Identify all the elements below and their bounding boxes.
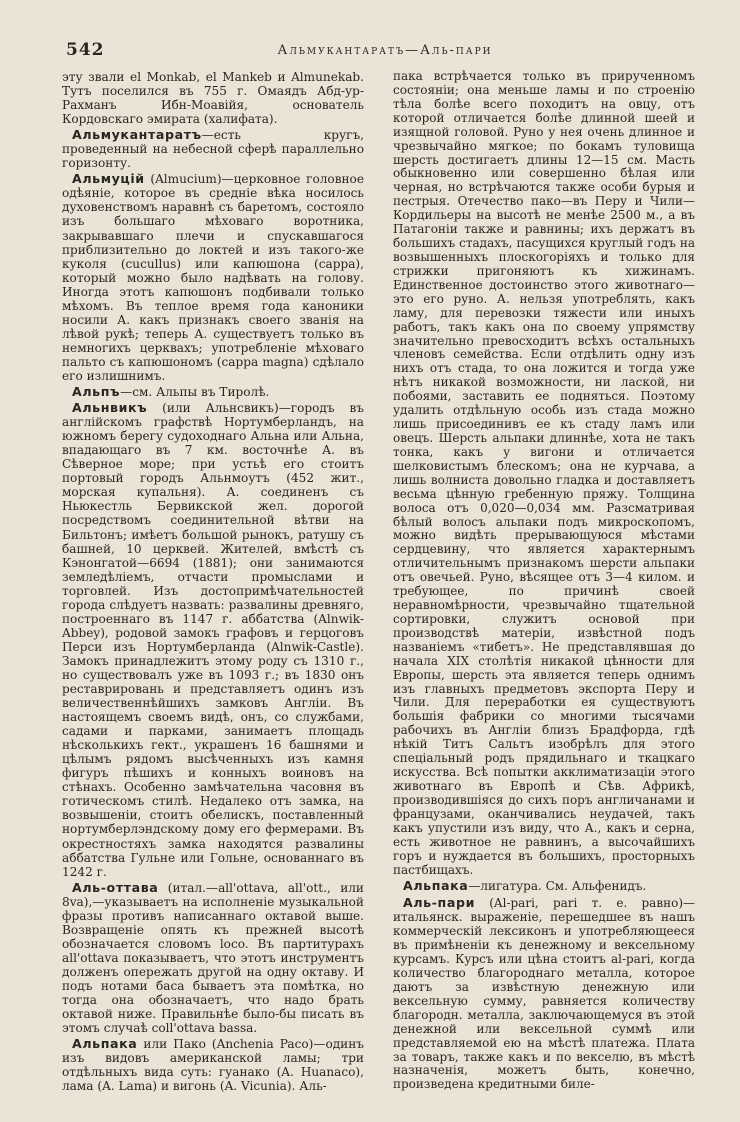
article-text: —см. Альпы въ Тиролѣ.	[120, 385, 270, 400]
headword: Альмуцій	[72, 171, 145, 187]
headword: Альпака	[403, 878, 469, 894]
page-header	[66, 40, 704, 62]
article-entry	[62, 385, 364, 399]
article-text: или Пако (Anchenia Paco)—одинъ изъ видовъ американской ламы; три отдѣльныхъ вида суть: гуанако (A. Huanaco), лама (A. Lama) и вигонь (A. Vicunia). Аль-	[62, 1037, 364, 1094]
article-continuation	[62, 70, 364, 126]
running-title: Альмукантаратъ—Аль-пари	[277, 43, 493, 58]
article-text: эту звали el Monkab, el Mankeb и Almunekab. Тутъ поселился въ 755 г. Омаядъ Абд-ур-Рахманъ Ибн-Моавійя, основатель Кордовскаго эмирата (халифата).	[62, 70, 364, 127]
page-number: 542	[66, 40, 105, 60]
article-text: (Almucium)—церковное головное одѣяніе, которое въ средніе вѣка носилось духовенствомъ наравнѣ съ баретомъ, состояло изъ большаго мѣховаго воротника, закрывавшаго плечи и спускавшагося приблизительно до локтей и изъ такого-же куколя (cucullus) или капюшона (cappa), который можно было надѣвать на голову. Иногда этотъ капюшонъ подбивали только мѣхомъ. Въ теплое время года каноники носили А. какъ признакъ своего званія на лѣвой рукѣ; теперь А. существуетъ только въ немногихъ церквахъ; употребленіе мѣховаго пальто съ капюшономъ (cappa magna) сдѣлало его излишнимъ.	[62, 172, 364, 383]
headword: Альмукантаратъ	[72, 127, 202, 143]
headword: Альпъ	[72, 384, 121, 400]
article-entry	[62, 128, 364, 170]
article-entry	[393, 879, 695, 894]
article-continuation	[393, 70, 695, 877]
article-text: —лигатура. См. Альфенидъ.	[468, 879, 647, 894]
article-entry	[62, 1037, 364, 1093]
article-text: пака встрѣчается только въ прирученномъ состояніи; она меньше ламы и по строенію тѣла болѣе всего походитъ на овцу, отъ которой отличается болѣе длинной шеей и изящной головой. Руно у нея очень длинное и чрезвычайно мягкое; по бокамъ туловища шерсть достигаетъ длины 12—15 см. Масть обыкновенно или совершенно бѣлая или черная, но встрѣчаются также особи бурыя и пестрыя. Отечество пако—въ Перу и Чили—Кордильеры на высотѣ не менѣе 2500 м., а въ Патагоніи также и равнины; ихъ держатъ въ большихъ стадахъ, пасущихся круглый годъ на возвышенныхъ плоскогоріяхъ и только для стрижки пригоняютъ къ хижинамъ. Единственное достоинство этого животнаго—это его руно. А. нельзя употреблять, какъ ламу, для перевозки тяжести или иныхъ работъ, такъ какъ она по своему упрямству значительно превосходитъ всѣхъ остальныхъ членовъ семейства. Если отдѣлить одну изъ нихъ отъ стада, то она ложится и тогда уже нѣтъ никакой возможности, ни лаской, ни побоями, заставить ее подняться. Поэтому удалить отдѣльную особь изъ стада можно лишь присоединивъ ее къ стаду ламъ или овецъ. Шерсть альпаки длиннѣе, хота не такъ тонка, какъ у вигони и отличается шелковистымъ блескомъ; она не курчава, а лишь волниста довольно гладка и доставляетъ весьма цѣнную гребенную пряжу. Толщина волоса отъ 0,020—0,034 мм. Разсматривая бѣлый волосъ альпаки подъ микроскопомъ, можно видѣть прерывающуюся мѣстами сердцевину, что является характернымъ отличительнымъ признакомъ шерсти альпаки отъ овечьей. Руно, вѣсящее отъ 3—4 килом. и требующее, по причинѣ своей неравномѣрности, чрезвычайно тщательной сортировки, служитъ основой при производствѣ матеріи, извѣстной подъ названіемъ «тибетъ». Не представлявшая до начала XIX столѣтія никакой цѣнности для Европы, шерсть эта является теперь однимъ изъ главныхъ предметовъ экспорта Перу и Чили. Для переработки ея существуютъ большія фабрики со многими тысячами рабочихъ въ Англіи близъ Брадфорда, гдѣ нѣкій Титъ Сальтъ изобрѣлъ для этого спеціальный родъ прядильнаго и ткацкаго искусства. Всѣ попытки акклиматизаціи этого животнаго въ Европѣ и Сѣв. Африкѣ, производившіяся до сихъ поръ англичанами и французами, оканчивались неудачей, такъ какъ упустили изъ виду, что А., какъ и серна, есть животное не равнинъ, а высочайшихъ горъ и нуждается въ большихъ, просторныхъ пастбищахъ.	[393, 69, 695, 877]
left-column	[62, 70, 364, 1095]
article-entry	[62, 172, 364, 383]
headword: Альпака	[72, 1036, 138, 1052]
article-text: (итал.—all'ottava, all'ott., или 8va),—указываетъ на исполненіе музыкальной фразы противъ написаннаго октавой выше. Возвращеніе опять къ прежней высотѣ обозначается словомъ loco. Въ партитурахъ all'ottava показываетъ, что этотъ инструментъ долженъ опережать другой на одну октаву. И подъ нотами баса бываетъ эта помѣтка, но тогда она обозначаетъ, что надо брать октавой ниже. Правильнѣе было-бы писать въ этомъ случаѣ coll'ottava bassa.	[62, 880, 364, 1036]
article-entry	[393, 896, 695, 1092]
article-entry	[62, 401, 364, 879]
right-column	[393, 70, 695, 1094]
headword: Аль-пари	[403, 895, 475, 911]
article-entry	[62, 881, 364, 1036]
article-text: —есть кругъ, проведенный на небесной сферѣ параллельно горизонту.	[62, 128, 364, 171]
article-text: (или Альнсвикъ)—городъ въ англійскомъ графствѣ Нортумберландъ, на южномъ берегу судоходнаго Альна или Альна, впадающаго въ 7 км. восточнѣе А. въ Сѣверное море; при устьѣ его стоитъ портовый городъ Альнмоутъ (452 жит., морская купальня). А. соединенъ съ Ньюкестль Бервикской жел. дорогой посредствомъ соединительной вѣтви на Бильтонъ; имѣетъ большой рынокъ, ратушу съ башней, 10 церквей. Жителей, вмѣстѣ съ Кэнонгатой—6694 (1881); они занимаются земледѣліемъ, отчасти промыслами и торговлей. Изъ достопримѣчательностей города слѣдуетъ назвать: развалины древняго, построеннаго въ 1147 г. аббатства (Alnwik-Abbey), родовой замокъ графовъ и герцоговъ Перси изъ Нортумберланда (Alnwik-Castle). Замокъ принадлежитъ этому роду съ 1310 г., но существовалъ уже въ 1093 г.; въ 1830 онъ реставрировань и представляетъ одинъ изъ величественнѣйшихъ замковъ Англіи. Въ настоящемъ своемъ видѣ, онъ, со службами, садами и парками, занимаетъ площадь нѣсколькихъ гект., украшенъ 16 башнями и цѣлымъ рядомъ высѣченныхъ изъ камня фигуръ пѣшихъ и конныхъ воиновъ на стѣнахъ. Особенно замѣчательна часовня въ готическомъ стилѣ. Недалеко отъ замка, на возвышеніи, стоитъ обелискъ, поставленный нортумберлэндскому дому его фермерами. Въ окрестностяхъ замка находятся развалины аббатства Гульне или Гольне, основаннаго въ 1242 г.	[62, 401, 364, 879]
article-text: (Al-pari, pari т. е. равно)—итальянск. выраженіе, перешедшее въ нашъ коммерческій лексиконъ и употребляющееся въ примѣненіи къ денежному и вексельному курсамъ. Курсъ или цѣна стоитъ al-pari, когда количество благороднаго металла, которое даютъ за извѣстную денежную или вексельную сумму, равняется количеству благородн. металла, заключающемуся въ этой денежной или вексельной суммѣ или представляемой ею на мѣстѣ платежа. Плата за товаръ, также какъ и по векселю, въ мѣстѣ назначенія, можетъ быть, конечно, произведена кредитными биле-	[393, 896, 695, 1092]
headword: Альнвикъ	[72, 400, 148, 416]
headword: Аль-оттава	[72, 879, 159, 895]
